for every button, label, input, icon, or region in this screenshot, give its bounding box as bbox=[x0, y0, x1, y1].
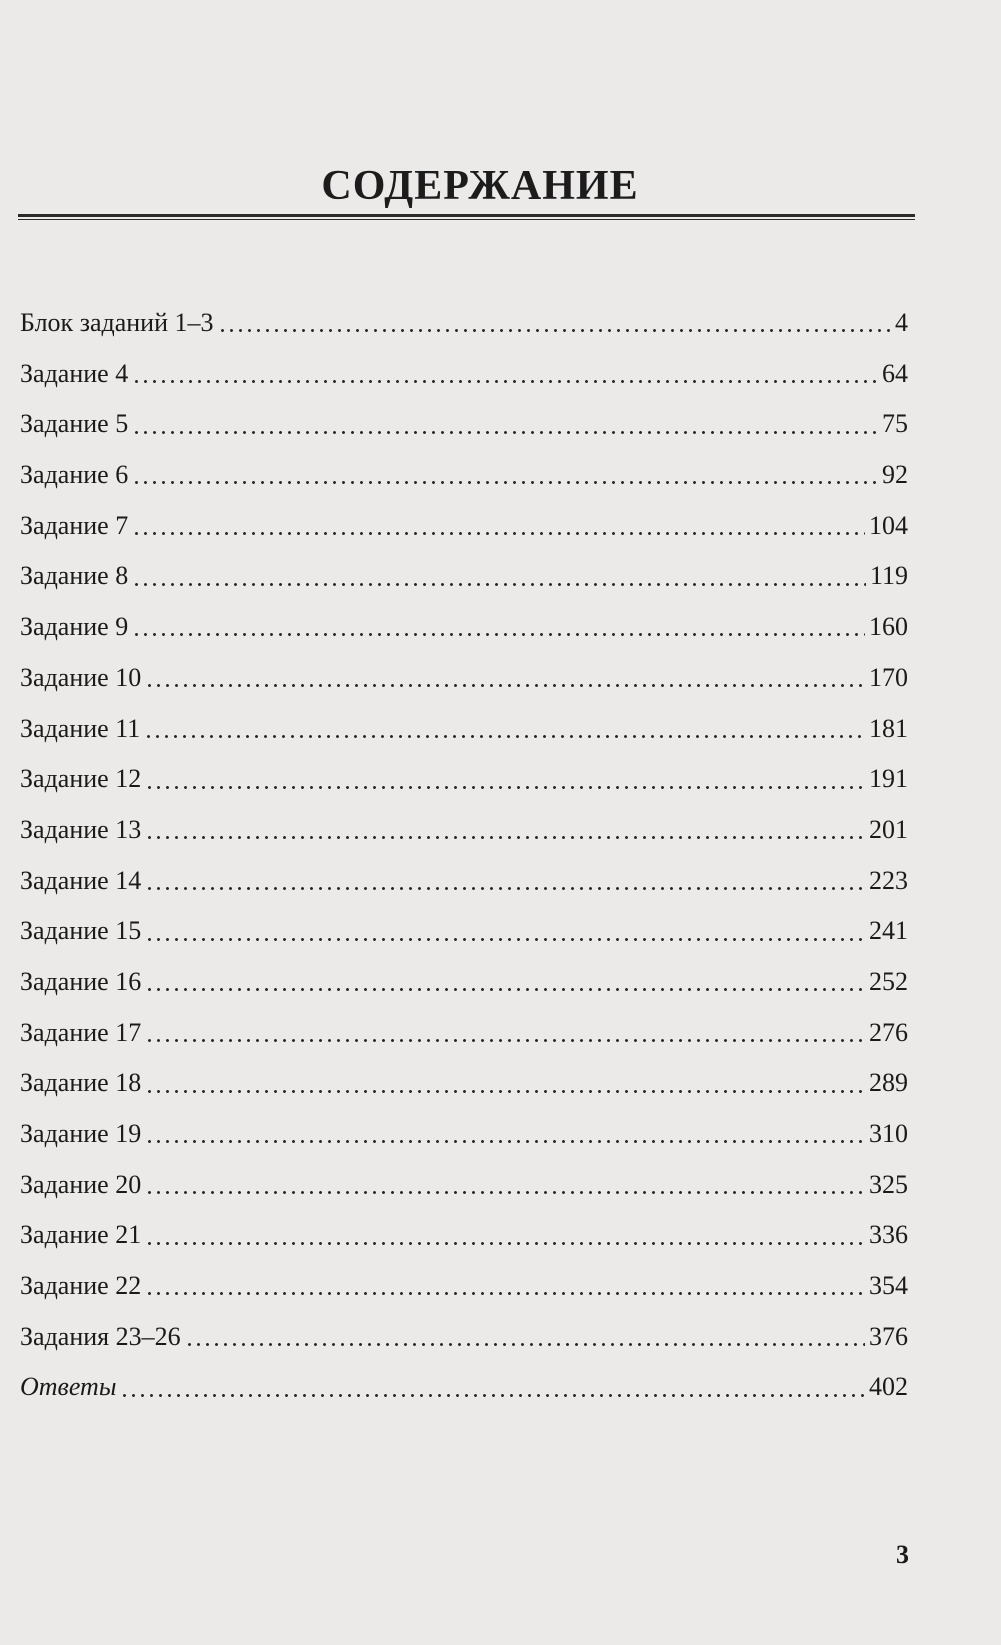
toc-dot-leader bbox=[185, 1322, 865, 1352]
table-of-contents bbox=[20, 298, 908, 1413]
toc-entry-page: 64 bbox=[882, 358, 908, 388]
toc-entry-label: Задание 19 bbox=[20, 1119, 142, 1148]
toc-entry[interactable] bbox=[20, 1109, 908, 1160]
toc-entry[interactable] bbox=[20, 551, 908, 602]
toc-dot-leader bbox=[132, 562, 866, 592]
toc-entry-label: Задание 12 bbox=[20, 764, 142, 794]
toc-entry[interactable] bbox=[20, 1312, 908, 1363]
toc-entry[interactable] bbox=[20, 1210, 908, 1261]
toc-entry[interactable] bbox=[20, 298, 908, 349]
toc-dot-leader bbox=[145, 1271, 865, 1301]
toc-dot-leader bbox=[132, 410, 878, 440]
toc-entry-label: Задание 13 bbox=[20, 814, 142, 844]
toc-entry-page: 252 bbox=[869, 966, 908, 996]
toc-dot-leader bbox=[218, 308, 891, 338]
toc-entry[interactable] bbox=[20, 1058, 908, 1109]
toc-entry-label: Задание 8 bbox=[20, 561, 129, 591]
toc-entry-label: Задание 11 bbox=[20, 713, 141, 743]
toc-dot-leader bbox=[145, 1221, 865, 1251]
toc-entry-label: Задание 4 bbox=[20, 358, 129, 388]
toc-entry[interactable] bbox=[20, 1362, 908, 1413]
toc-entry-label: Задания 23–26 bbox=[20, 1321, 181, 1351]
toc-entry-label: Задание 10 bbox=[20, 662, 142, 692]
toc-entry-page: 376 bbox=[869, 1321, 908, 1351]
toc-entry[interactable] bbox=[20, 653, 908, 704]
toc-entry[interactable] bbox=[20, 704, 908, 755]
toc-entry[interactable] bbox=[20, 957, 908, 1008]
toc-entry-page: 92 bbox=[882, 460, 908, 490]
toc-entry-page: 223 bbox=[869, 865, 908, 895]
toc-entry-page: 170 bbox=[869, 662, 908, 692]
toc-dot-leader bbox=[145, 866, 865, 896]
toc-entry-page: 181 bbox=[869, 713, 908, 743]
toc-entry-label: Задание 5 bbox=[20, 409, 129, 439]
toc-entry[interactable] bbox=[20, 906, 908, 957]
toc-entry-page: 402 bbox=[869, 1372, 908, 1402]
toc-entry-page: 191 bbox=[869, 764, 908, 794]
toc-dot-leader bbox=[145, 663, 865, 693]
toc-entry-page: 104 bbox=[869, 510, 908, 540]
toc-entry[interactable] bbox=[20, 602, 908, 653]
toc-dot-leader bbox=[144, 714, 865, 744]
toc-dot-leader bbox=[132, 460, 878, 490]
page-title: СОДЕРЖАНИЕ bbox=[321, 163, 639, 209]
toc-entry-page: 201 bbox=[869, 814, 908, 844]
toc-entry[interactable] bbox=[20, 1160, 908, 1211]
toc-entry-label: Задание 18 bbox=[20, 1068, 142, 1098]
toc-entry-label: Задание 17 bbox=[20, 1017, 142, 1047]
page-number: 3 bbox=[896, 1540, 909, 1569]
toc-entry-label: Задание 16 bbox=[20, 966, 142, 996]
toc-entry-label: Блок заданий 1–3 bbox=[20, 308, 214, 337]
toc-entry-page: 354 bbox=[869, 1271, 908, 1301]
toc-entry[interactable] bbox=[20, 1261, 908, 1312]
toc-dot-leader bbox=[132, 612, 865, 642]
toc-entry-label: Задание 7 bbox=[20, 510, 129, 540]
toc-dot-leader bbox=[132, 511, 865, 541]
toc-entry-label: Задание 14 bbox=[20, 865, 142, 895]
toc-dot-leader bbox=[145, 815, 865, 845]
toc-entry[interactable] bbox=[20, 754, 908, 805]
toc-entry[interactable] bbox=[20, 501, 908, 552]
toc-entry-label: Задание 9 bbox=[20, 612, 129, 642]
toc-dot-leader bbox=[132, 359, 878, 389]
toc-entry-label: Задание 21 bbox=[20, 1220, 142, 1250]
toc-entry-page: 276 bbox=[869, 1017, 908, 1047]
toc-entry-page: 325 bbox=[869, 1169, 908, 1199]
toc-dot-leader bbox=[145, 765, 865, 795]
toc-entry-label: Задание 15 bbox=[20, 916, 142, 946]
title-divider bbox=[18, 214, 915, 220]
toc-entry-page: 75 bbox=[882, 409, 908, 439]
toc-entry-page: 336 bbox=[869, 1220, 908, 1250]
toc-entry[interactable] bbox=[20, 399, 908, 450]
toc-dot-leader bbox=[145, 1069, 865, 1099]
toc-dot-leader bbox=[145, 1170, 865, 1200]
toc-entry-label: Ответы bbox=[20, 1372, 117, 1402]
toc-entry-page: 241 bbox=[869, 916, 908, 946]
toc-dot-leader bbox=[145, 967, 865, 997]
toc-dot-leader bbox=[145, 1119, 865, 1149]
toc-entry-label: Задание 20 bbox=[20, 1169, 142, 1199]
toc-entry-page: 119 bbox=[869, 561, 908, 591]
toc-entry[interactable] bbox=[20, 856, 908, 907]
toc-dot-leader bbox=[145, 1018, 865, 1048]
toc-dot-leader bbox=[145, 917, 865, 947]
toc-entry-label: Задание 22 bbox=[20, 1271, 142, 1301]
toc-entry[interactable] bbox=[20, 1008, 908, 1059]
toc-entry[interactable] bbox=[20, 349, 908, 400]
toc-entry-page: 289 bbox=[869, 1068, 908, 1098]
toc-entry[interactable] bbox=[20, 450, 908, 501]
toc-entry-page: 310 bbox=[869, 1119, 908, 1148]
toc-entry-page: 4 bbox=[895, 308, 908, 337]
toc-entry[interactable] bbox=[20, 805, 908, 856]
toc-entry-page: 160 bbox=[869, 612, 908, 642]
toc-entry-label: Задание 6 bbox=[20, 460, 129, 490]
toc-dot-leader bbox=[120, 1373, 865, 1403]
